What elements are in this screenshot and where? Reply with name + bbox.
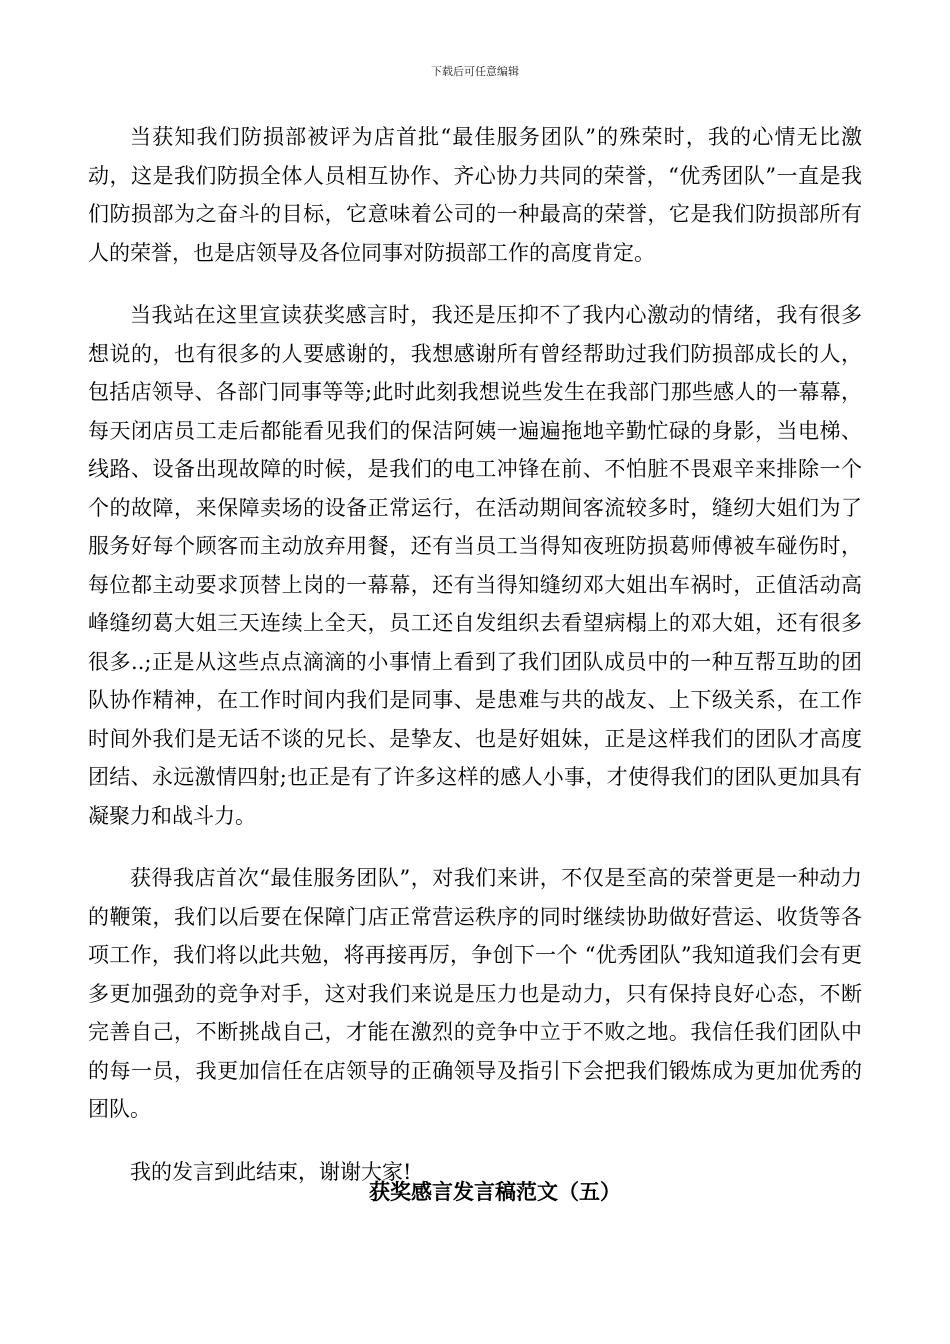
document-body <box>88 118 862 1215</box>
page-header-note: 下载后可任意编辑 <box>431 65 519 78</box>
paragraph-3: 获得我店首次“最佳服务团队”，对我们来讲，不仅是至高的荣誉更是一种动力的鞭策，我们以后要在保障门店正常营运秩序的同时继续协助做好营运、收货等各项工作，我们将以此共勉，将再接再厉，争创下一个 “优秀团队”我知道我们会有更多更加强劲的竞争对手，这对我们来说是压力也是动力，只有保持良好心态，不断完善自己，不断挑战自己，才能在激烈的竞争中立于不败之地。我信任我们团队中的每一员，我更加信任在店领导的正确领导及指引下会把我们锻炼成为更加优秀的团队。 <box>88 866 862 1121</box>
paragraph-4: 我的发言到此结束，谢谢大家! <box>130 1159 412 1184</box>
paragraph-2: 当我站在这里宣读获奖感言时，我还是压抑不了我内心激动的情绪，我有很多想说的，也有很多的人要感谢的，我想感谢所有曾经帮助过我们防损部成长的人，包括店领导、各部门同事等等;此时此刻我想说些发生在我部门那些感人的一幕幕，每天闭店员工走后都能看见我们的保洁阿姨一遍遍拖地辛勤忙碌的身影，当电梯、线路、设备出现故障的时候，是我们的电工冲锋在前、不怕脏不畏艰辛来排除一个个的故障，来保障卖场的设备正常运行，在活动期间客流较多时，缝纫大姐们为了服务好每个顾客而主动放弃用餐，还有当员工当得知夜班防损葛师傅被车碰伤时，每位都主动要求顶替上岗的一幕幕，还有当得知缝纫邓大姐出车祸时，正值活动高峰缝纫葛大姐三天连续上全天，员工还自发组织去看望病榻上的邓大姐，还有很多很多..;正是从这些点点滴滴的小事情上看到了我们团队成员中的一种互帮互助的团队协作精神，在工作时间内我们是同事、是患难与共的战友、上下级关系，在工作时间外我们是无话不谈的兄长、是挚友、也是好姐妹，正是这样我们的团队才高度团结、永远激情四射;也正是有了许多这样的感人小事，才使得我们的团队更加具有凝聚力和战斗力。 <box>88 303 862 828</box>
paragraph-1: 当获知我们防损部被评为店首批“最佳服务团队”的殊荣时，我的心情无比激动，这是我们防损全体人员相互协作、齐心协力共同的荣誉，“优秀团队”一直是我们防损部为之奋斗的目标，它意味着公司的一种最高的荣誉，它是我们防损部所有人的荣誉，也是店领导及各位同事对防损部工作的高度肯定。 <box>88 125 862 265</box>
section-title: 获奖感言发言稿范文（五） <box>369 1180 621 1204</box>
